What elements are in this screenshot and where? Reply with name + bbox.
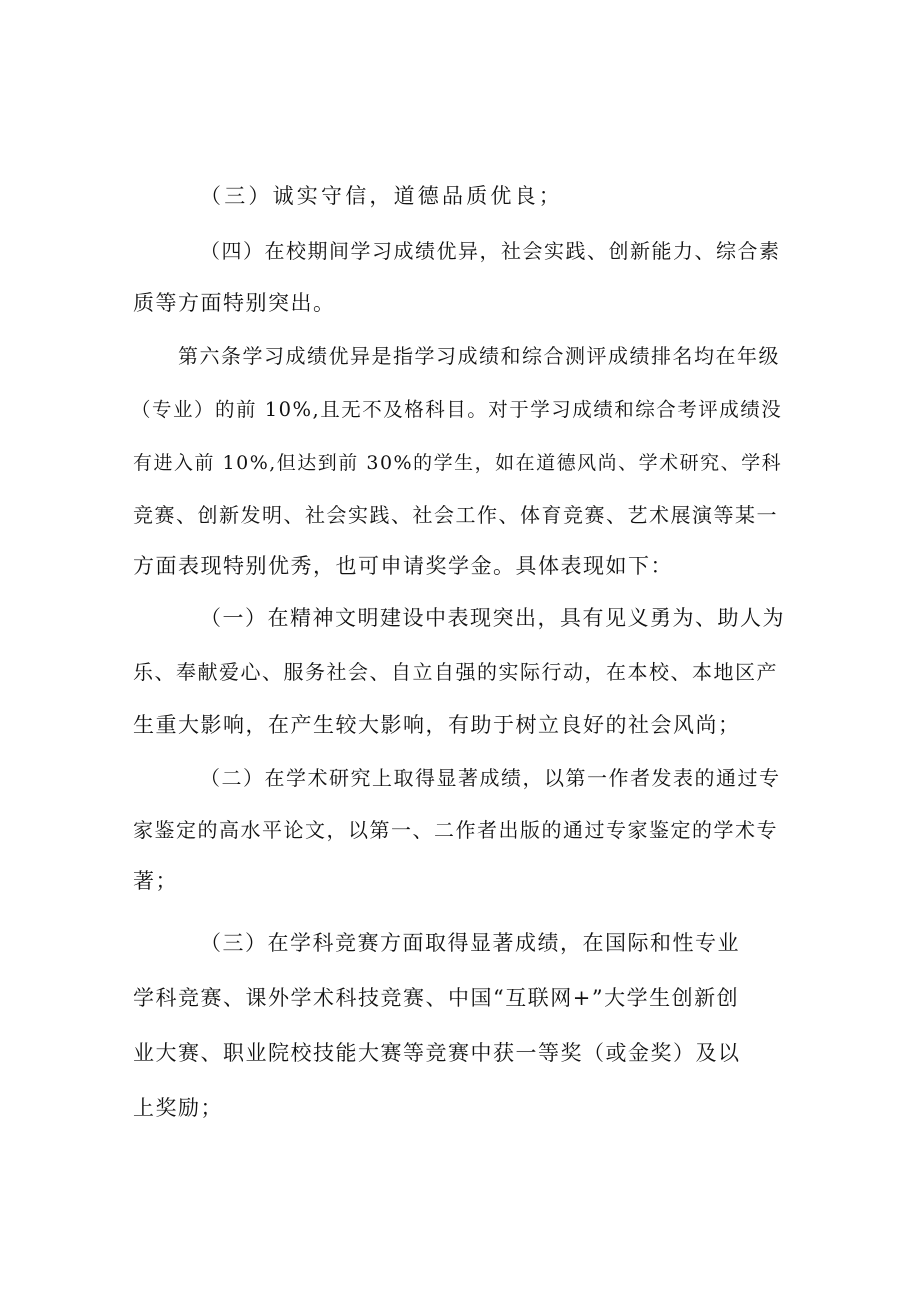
text-line-1: （三）诚实守信，道德品质优良；: [200, 184, 563, 208]
text-line-3: 质等方面特别突出。: [133, 291, 336, 315]
text-line-12: （二）在学术研究上取得显著成绩，以第一作者发表的通过专: [200, 766, 781, 790]
text-line-7: 竞赛、创新发明、社会实践、社会工作、体育竞赛、艺术展演等某一: [133, 503, 778, 527]
text-line-14: 著；: [133, 869, 178, 893]
text-line-10: 乐、奉献爱心、服务社会、自立自强的实际行动，在本校、本地区产: [133, 660, 778, 684]
text-line-9: （一）在精神文明建设中表现突出，具有见义勇为、助人为: [200, 606, 785, 630]
text-line-5: （专业）的前 10%,且无不及格科目。对于学习成绩和综合考评成绩没: [131, 398, 783, 421]
text-line-17: 业大赛、职业院校技能大赛等竞赛中获一等奖（或金奖）及以: [133, 1041, 741, 1065]
text-line-6: 有进入前 10%,但达到前 30%的学生，如在道德风尚、学术研究、学科: [133, 452, 783, 474]
text-line-15: （三）在学科竞赛方面取得显著成绩，在国际和性专业: [200, 931, 740, 955]
text-line-8: 方面表现特别优秀，也可申请奖学金。具体表现如下：: [133, 554, 673, 578]
text-line-11: 生重大影响，在产生较大影响，有助于树立良好的社会风尚；: [133, 713, 741, 737]
text-line-2: （四）在校期间学习成绩优异，社会实践、创新能力、综合素: [200, 239, 781, 263]
text-line-4: 第六条学习成绩优异是指学习成绩和综合测评成绩排名均在年级: [178, 344, 780, 368]
text-line-16: 学科竞赛、课外学术科技竞赛、中国“互联网+”大学生创新创: [133, 986, 740, 1010]
text-line-13: 家鉴定的高水平论文，以第一、二作者出版的通过专家鉴定的学术专: [133, 818, 778, 842]
text-line-18: 上奖励；: [133, 1096, 223, 1120]
